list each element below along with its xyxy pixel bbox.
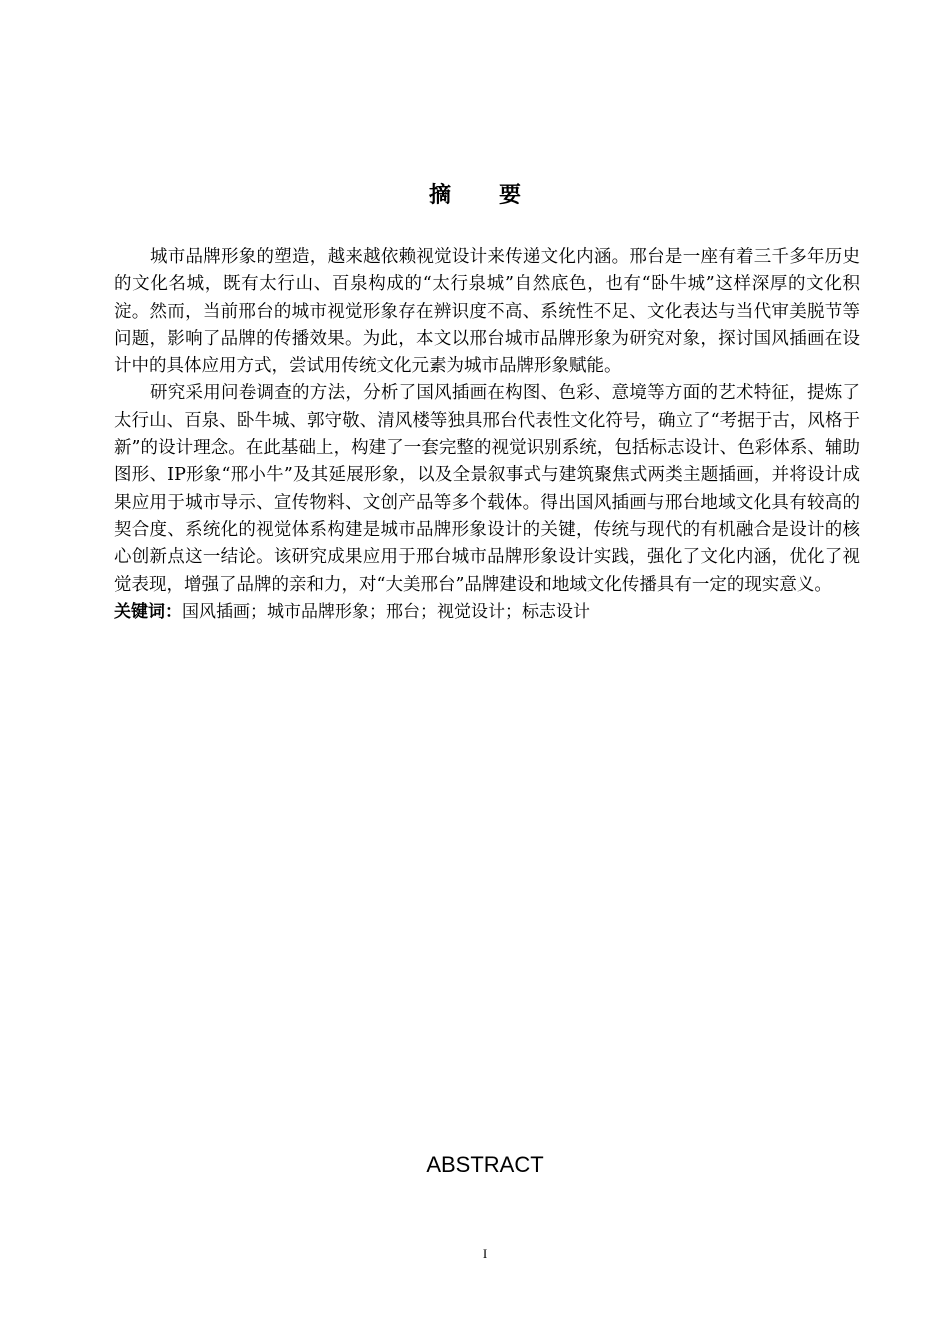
keywords-text: 国风插画；城市品牌形象；邢台；视觉设计；标志设计 [182, 601, 590, 622]
abstract-title-en: ABSTRACT [426, 1152, 544, 1177]
page-number: I [482, 1246, 488, 1261]
abstract-title-zh [0, 178, 950, 209]
abstract-paragraph-2: 研究采用问卷调查的方法，分析了国风插画在构图、色彩、意境等方面的艺术特征，提炼了太行山、百泉、卧牛城、郭守敬、清风楼等独具邢台代表性文化符号，确立了“考据于古，风格于新”的设计理念。在此基础上，构建了一套完整的视觉识别系统，包括标志设计、色彩体系、辅助图形、IP形象“邢小牛”及其延展形象，以及全景叙事式与建筑聚焦式两类主题插画，并将设计成果应用于城市导示、宣传物料、文创产品等多个载体。得出国风插画与邢台地域文化具有较高的契合度、系统化的视觉体系构建是城市品牌形象设计的关键，传统与现代的有机融合是设计的核心创新点这一结论。该研究成果应用于邢台城市品牌形象设计实践，强化了文化内涵，优化了视觉表现，增强了品牌的亲和力，对“大美邢台”品牌建设和地域文化传播具有一定的现实意义。 [114, 383, 860, 595]
abstract-body-zh [114, 244, 860, 626]
abstract-title-char-1: 摘 [428, 183, 451, 208]
abstract-paragraph-1: 城市品牌形象的塑造，越来越依赖视觉设计来传递文化内涵。邢台是一座有着三千多年历史的文化名城，既有太行山、百泉构成的“太行泉城”自然底色，也有“卧牛城”这样深厚的文化积淀。然而，当前邢台的城市视觉形象存在辨识度不高、系统性不足、文化表达与当代审美脱节等问题，影响了品牌的传播效果。为此，本文以邢台城市品牌形象为研究对象，探讨国风插画在设计中的具体应用方式，尝试用传统文化元素为城市品牌形象赋能。 [114, 247, 860, 377]
keywords-label: 关键词： [114, 601, 182, 622]
abstract-title-char-2: 要 [499, 183, 522, 208]
keywords-line [114, 599, 860, 626]
